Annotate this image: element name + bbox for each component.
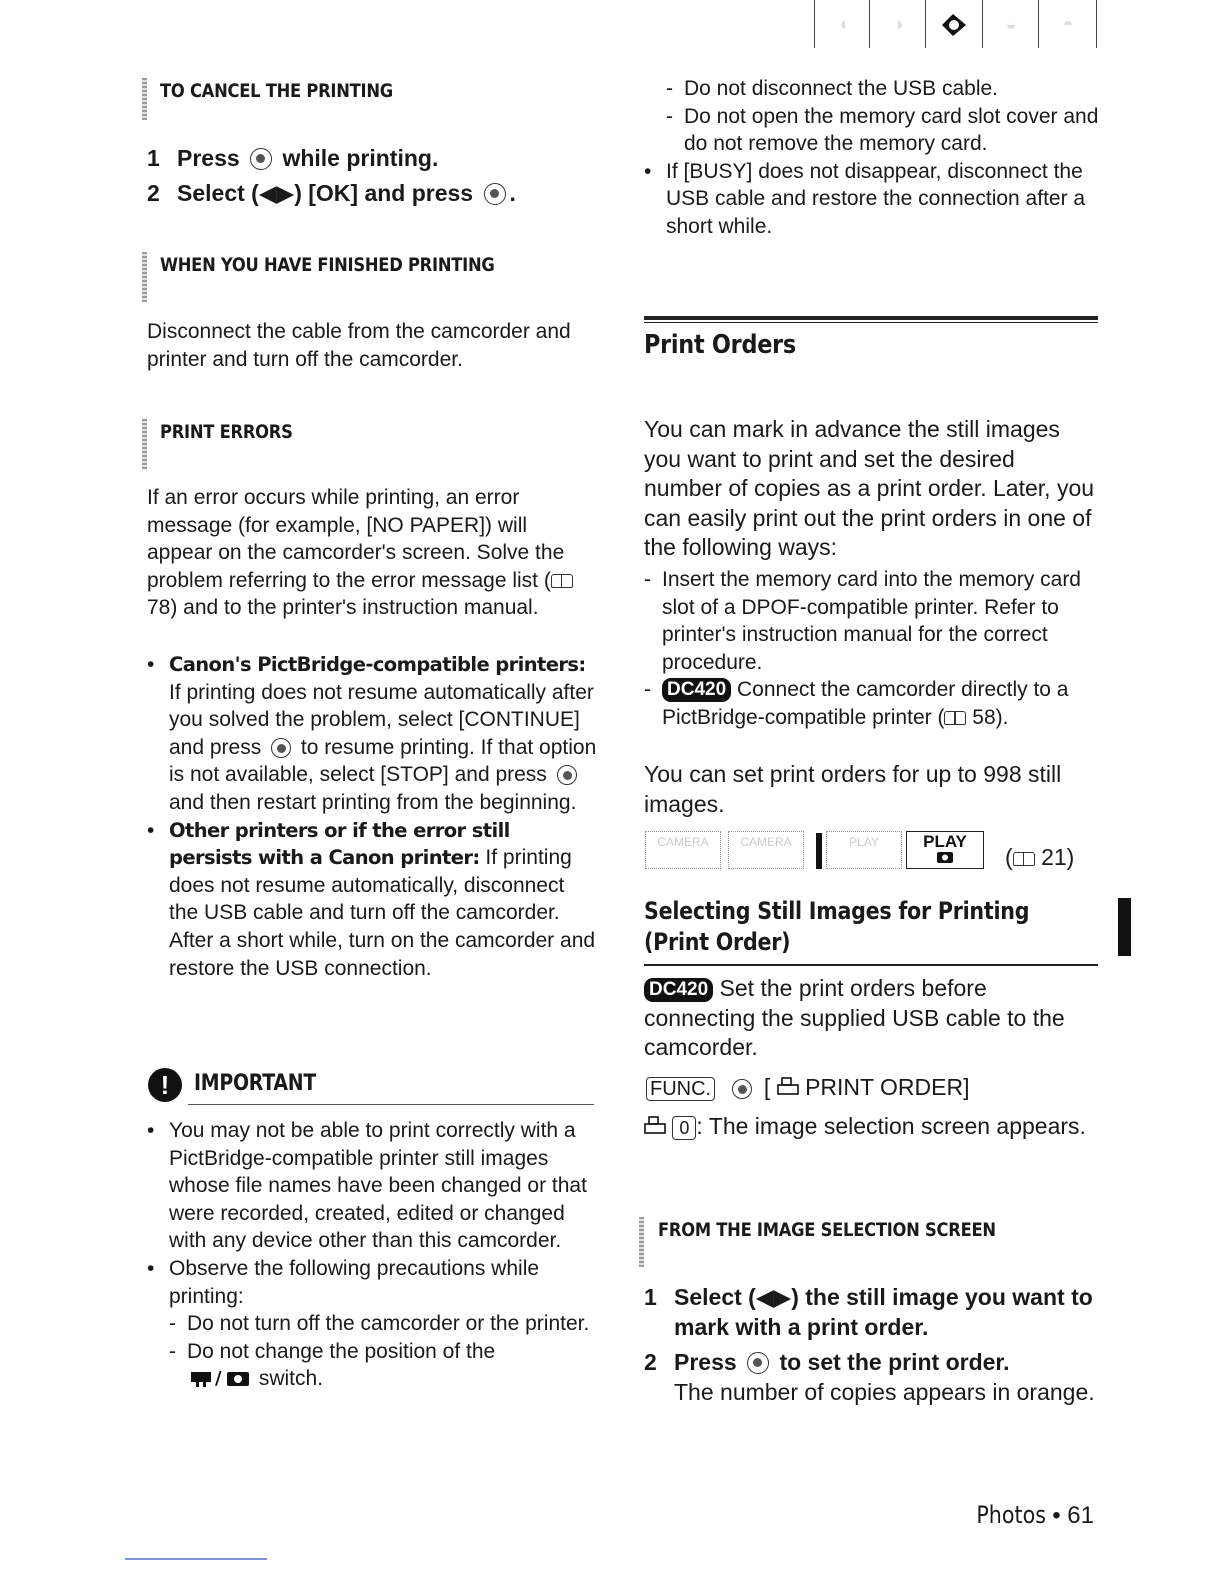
- mode-label: PLAY: [849, 835, 879, 849]
- dash-text: Do not disconnect the USB cable.: [684, 77, 999, 100]
- step-cancel-2: [147, 178, 516, 208]
- important-bullets: [147, 1117, 599, 1393]
- tab-divider: [814, 0, 815, 48]
- dash-text: ).: [995, 705, 1009, 729]
- dash-text: Connect the camcorder directly to a PictBridge-compatible printer (: [662, 678, 1069, 729]
- mode-page-ref: ( 21): [1005, 844, 1075, 870]
- section-marker: [142, 78, 147, 120]
- step-text: while printing.: [282, 145, 439, 171]
- menu-item[interactable]: PRINT ORDER]: [805, 1074, 970, 1100]
- tab-divider: [869, 0, 870, 48]
- scan-edge-line: [125, 1558, 267, 1560]
- divider: [188, 1104, 594, 1105]
- list-item: [147, 1117, 599, 1255]
- joystick-icon: [732, 1079, 752, 1099]
- bullet-lead: Canon's PictBridge-compatible printers:: [169, 653, 586, 676]
- result-text: : The image selection screen appears.: [696, 1113, 1086, 1139]
- step-number: 2: [644, 1349, 657, 1375]
- heading-line: (Print Order): [644, 928, 791, 956]
- mode-play-movie: [826, 831, 902, 869]
- photo-mode-icon: [939, 12, 969, 38]
- camera-icon: [937, 848, 953, 867]
- book-icon: [551, 574, 573, 588]
- list-item: [666, 75, 1099, 103]
- bullet-lead: Other printers or if the error still persists with a Canon printer:: [169, 818, 510, 870]
- list-item: [644, 566, 1099, 676]
- step-text: Select (◀▶) [OK] and press: [177, 180, 474, 206]
- list-item: [169, 1310, 599, 1338]
- tab-divider: [1038, 0, 1039, 48]
- step-text: Press: [674, 1349, 737, 1375]
- heading-from-selection-screen: FROM THE IMAGE SELECTION SCREEN: [658, 1219, 996, 1241]
- bullet-text: Observe the following precautions while printing:: [169, 1256, 540, 1308]
- section-rule: [644, 316, 1098, 320]
- print-icon: [644, 1113, 672, 1139]
- mode-camera-movie: [645, 831, 721, 869]
- print-counter: 0: [672, 1116, 696, 1140]
- tab-divider: [982, 0, 983, 48]
- dash-text: switch.: [258, 1367, 324, 1391]
- joystick-icon: [250, 148, 272, 170]
- heading-finished-printing: WHEN YOU HAVE FINISHED PRINTING: [160, 254, 495, 276]
- mode-camera-photo: [728, 831, 804, 869]
- step-number: 1: [644, 1284, 657, 1310]
- page-number: 61: [1067, 1502, 1094, 1529]
- precaution-continued: [644, 75, 1099, 241]
- heading-cancel-printing: TO CANCEL THE PRINTING: [160, 80, 393, 102]
- bullet-text: You may not be able to print correctly with a PictBridge-compatible printer still images whose file names have been changed or that were recorded, created, edited or changed with any device other than this camcorder.: [169, 1119, 587, 1253]
- heading-print-orders: Print Orders: [644, 330, 796, 360]
- selection-result: [644, 1112, 1099, 1142]
- page-footer: [965, 1501, 1094, 1530]
- step-number: 2: [147, 180, 160, 206]
- step-number: 1: [147, 145, 160, 171]
- step-text: .: [509, 180, 516, 206]
- list-item: [644, 676, 1099, 731]
- svg-text:/: /: [215, 1368, 222, 1389]
- errors-intro-text: If an error occurs while printing, an error message (for example, [NO PAPER]) will appear on the camcorder's screen. Solve the problem referring to the error message list (: [147, 486, 565, 592]
- selecting-text: [644, 974, 1099, 1063]
- tab-divider: [1096, 0, 1097, 48]
- section-marker: [639, 1217, 644, 1267]
- list-item: [666, 103, 1099, 158]
- print-methods: [644, 566, 1099, 732]
- footer-separator: •: [1052, 1502, 1061, 1529]
- movie-mode-icon: ◐: [839, 14, 851, 34]
- list-item: [644, 158, 1099, 241]
- menu-bracket: [: [763, 1074, 771, 1100]
- busy-bullet: [644, 158, 1099, 241]
- dash-text: Do not open the memory card slot cover and do not remove the memory card.: [684, 104, 1099, 156]
- step-note: The number of copies appears in orange.: [674, 1379, 1095, 1405]
- step-text: to set the print order.: [779, 1349, 1010, 1375]
- list-item: [147, 1255, 599, 1393]
- mode-separator: [816, 833, 822, 869]
- precaution-list: [169, 1310, 599, 1393]
- dash-text: Do not change the position of the: [187, 1339, 496, 1363]
- tab-divider: [925, 0, 926, 48]
- heading-line: Selecting Still Images for Printing: [644, 897, 1030, 925]
- bullet-text: to resume printing. If that option is not available, select [STOP] and press: [169, 735, 597, 787]
- dash-text: Insert the memory card into the memory card slot of a DPOF-compatible printer. Refer to printer's instruction manual for the correct procedure.: [662, 568, 1081, 674]
- external-icon: ◓: [1062, 14, 1074, 34]
- step-text: Press: [177, 145, 240, 171]
- print-icon: [770, 1074, 805, 1100]
- section-marker: [142, 419, 147, 469]
- section-rule: [644, 322, 1098, 323]
- finished-text: Disconnect the cable from the camcorder and printer and turn off the camcorder.: [147, 320, 571, 371]
- selecting-body: Set the print orders before connecting the supplied USB cable to the camcorder.: [644, 975, 1065, 1060]
- bullet-text: If [BUSY] does not disappear, disconnect the USB cable and restore the connection after a short while.: [666, 159, 1086, 238]
- chapter-thumb-mark: [1118, 898, 1131, 956]
- bullet-text: and then restart printing from the beginning.: [169, 790, 577, 814]
- page-ref[interactable]: 78: [147, 596, 171, 620]
- errors-intro-text: ) and to the printer's instruction manual.: [170, 596, 539, 620]
- list-item: [147, 817, 597, 983]
- movie-play-icon: ◑: [892, 14, 904, 34]
- precaution-list-cont: [644, 75, 1099, 158]
- step-select-2: [644, 1347, 1099, 1407]
- book-icon: [944, 711, 966, 725]
- joystick-icon: [557, 765, 577, 785]
- section-rule: [644, 964, 1098, 966]
- joystick-icon: [484, 183, 506, 205]
- step-cancel-1: [147, 143, 438, 173]
- print-orders-intro: You can mark in advance the still images you want to print and set the desired number of copies as a print order. Later, you can easily print out the print orders in one of the following ways:: [644, 416, 1095, 560]
- dash-text: Do not turn off the camcorder or the printer.: [187, 1312, 590, 1336]
- heading-important: IMPORTANT: [194, 1071, 317, 1096]
- mode-label: CAMERA: [740, 835, 792, 849]
- step-select-1: [644, 1282, 1099, 1342]
- mode-play-photo: [906, 831, 984, 869]
- heading-print-errors: PRINT ERRORS: [160, 421, 293, 443]
- important-icon: !: [148, 1068, 182, 1102]
- book-icon: [1013, 852, 1035, 866]
- photo-play-icon: ◒: [1005, 14, 1017, 34]
- print-order-limit: You can set print orders for up to 998 still images.: [644, 761, 1062, 817]
- step-text: Select (◀▶) the still image you want to mark with a print order.: [674, 1284, 1093, 1340]
- bullet-text: If printing does not resume automatically after you solved the problem, select [CONTINUE] and press: [169, 680, 594, 759]
- mode-label: PLAY: [923, 832, 967, 851]
- errors-bullets: [147, 651, 597, 982]
- page-ref[interactable]: 58: [972, 705, 996, 729]
- func-button[interactable]: FUNC.: [646, 1077, 715, 1101]
- section-marker: [142, 252, 147, 302]
- model-badge: DC420: [644, 978, 713, 1002]
- errors-intro: [147, 484, 597, 622]
- menu-path: [646, 1073, 970, 1103]
- joystick-icon: [271, 738, 291, 758]
- footer-section: Photos: [975, 1501, 1046, 1529]
- joystick-icon: [747, 1352, 769, 1374]
- movie-photo-switch-icon: [187, 1367, 259, 1390]
- bullet-text: If printing does not resume automatically, disconnect the USB cable and turn off the camcorder. After a short while, turn on the camcorder and restore the USB connection.: [169, 846, 596, 980]
- list-item: [147, 651, 597, 817]
- page-ref[interactable]: 21: [1041, 844, 1067, 870]
- mode-label: CAMERA: [657, 835, 709, 849]
- list-item: [169, 1338, 599, 1393]
- heading-selecting-still-images: [644, 896, 1029, 958]
- model-badge: DC420: [662, 678, 731, 702]
